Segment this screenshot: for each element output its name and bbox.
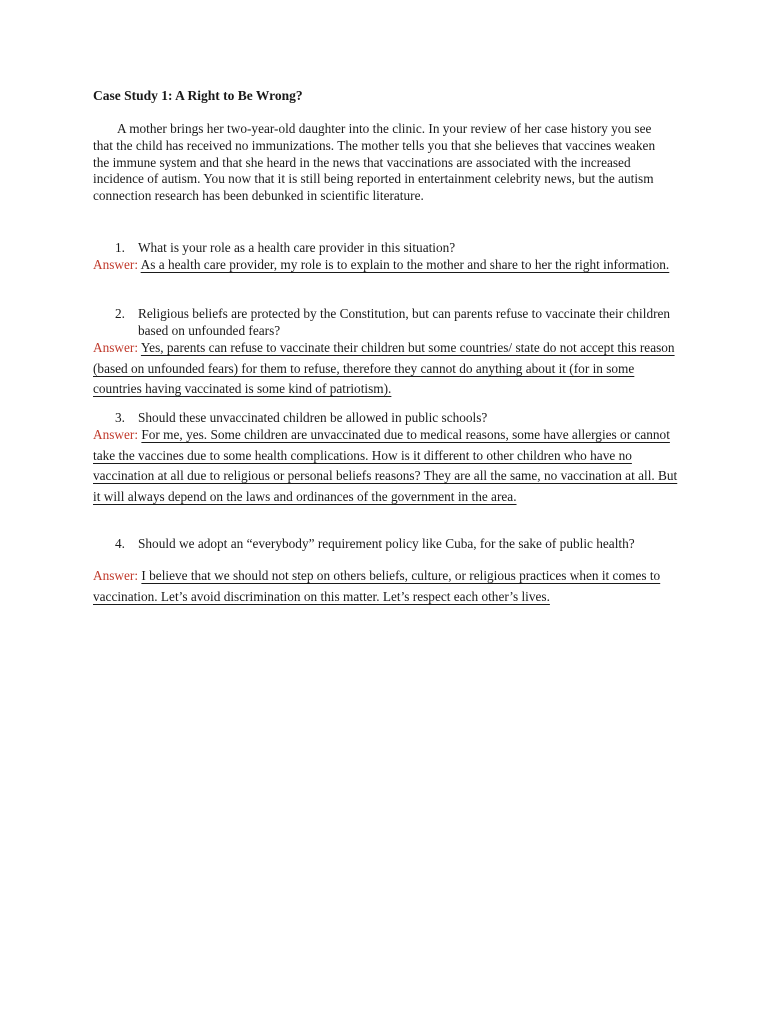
question-text: Should we adopt an “everybody” requirement policy like Cuba, for the sake of public health?: [138, 536, 635, 551]
answer-label: Answer:: [93, 568, 139, 583]
question-text: Religious beliefs are protected by the Constitution, but can parents refuse to vaccinate their children based on unfounded fears?: [138, 306, 671, 338]
answer-text: I believe that we should not step on others beliefs, culture, or religious practices when it comes to vaccination. Let’s avoid discrimination on this matter. Let’s respect each other’s lives.: [93, 568, 661, 604]
question-4: [115, 536, 678, 553]
case-intro-paragraph: A mother brings her two-year-old daughter into the clinic. In your review of her case history you see that the child has received no immunizations. The mother tells you that she believes that vaccines weaken the immune system and that she heard in the news that vaccinations are associated with the increased incidence of autism. You now that it is still being reported in entertainment celebrity news, but the autism connection research has been debunked in scientific literature.: [93, 121, 656, 204]
question-text: Should these unvaccinated children be allowed in public schools?: [138, 410, 488, 425]
answer-label: Answer:: [93, 340, 139, 355]
answer-4: [93, 566, 678, 607]
answer-label: Answer:: [93, 427, 139, 442]
case-study-title: Case Study 1: A Right to Be Wrong?: [93, 88, 303, 103]
answer-label: Answer:: [93, 257, 139, 272]
question-number: 1.: [115, 240, 125, 255]
question-text: What is your role as a health care provider in this situation?: [138, 240, 456, 255]
question-2: [115, 306, 678, 340]
question-number: 2.: [115, 306, 125, 321]
answer-3: [93, 425, 678, 507]
answer-text: As a health care provider, my role is to explain to the mother and share to her the right information.: [140, 257, 670, 272]
question-number: 3.: [115, 410, 125, 425]
question-number: 4.: [115, 536, 125, 551]
answer-text: Yes, parents can refuse to vaccinate their children but some countries/ state do not accept this reason (based on unfounded fears) for them to refuse, therefore they cannot do anything about it (for in some countries having vaccinated is some kind of patriotism).: [93, 340, 675, 396]
answer-2: [93, 338, 678, 400]
answer-text: For me, yes. Some children are unvaccinated due to medical reasons, some have allergies or cannot take the vaccines due to some health complications. How is it different to other children who have no vaccination at all due to religious or personal beliefs reasons? They are all the same, no vaccination at all. But it will always depend on the laws and ordinances of the government in the area.: [93, 427, 678, 504]
answer-1: [93, 255, 678, 276]
